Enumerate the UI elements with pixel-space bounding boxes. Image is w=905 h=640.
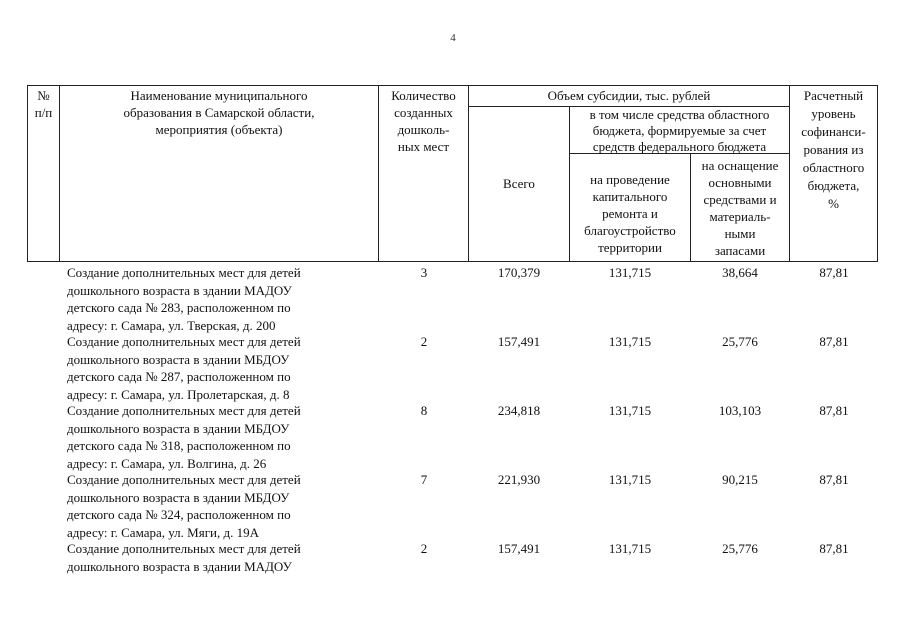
header-col-federal: в том числе средства областного бюджета, формируемые за счет средств федерального бюджета: [589, 107, 770, 154]
row-total: 234,818: [497, 403, 541, 418]
header-col-rate: Расчетный уровень софинанси- рования из областного бюджета, %: [801, 88, 866, 211]
row-qty: 3: [420, 265, 428, 280]
header-col-subsidy: Объем субсидии, тыс. рублей: [547, 88, 711, 103]
row-repair: 131,715: [608, 541, 652, 556]
row-equip: 25,776: [722, 541, 758, 556]
row-equip: 38,664: [722, 265, 758, 280]
row-equip: 25,776: [722, 334, 758, 349]
row-total: 157,491: [497, 541, 541, 556]
row-equip: 90,215: [722, 472, 758, 487]
row-object-name: Создание дополнительных мест для детей дошкольного возраста в здании МБДОУ детского сада № 287, расположенном по адресу: г. Самара, ул. Пролетарская, д. 8: [67, 334, 301, 402]
row-repair: 131,715: [608, 472, 652, 487]
row-rate: 87,81: [819, 541, 849, 556]
row-rate: 87,81: [819, 403, 849, 418]
table-row: [0, 402, 905, 472]
header-top-border: [27, 85, 878, 86]
header-col-qty: Количество созданных дошколь- ных мест: [391, 88, 456, 154]
page-number: 4: [450, 32, 456, 44]
header-col-repair: на проведение капитального ремонта и благоустройство территории: [584, 172, 676, 255]
row-total: 170,379: [497, 265, 541, 280]
row-repair: 131,715: [608, 403, 652, 418]
row-total: 157,491: [497, 334, 541, 349]
row-total: 221,930: [497, 472, 541, 487]
row-repair: 131,715: [608, 265, 652, 280]
row-object-name: Создание дополнительных мест для детей дошкольного возраста в здании МБДОУ детского сада № 324, расположенном по адресу: г. Самара, ул. Мяги, д. 19А: [67, 472, 301, 540]
table-row: [0, 540, 905, 580]
row-qty: 8: [420, 403, 428, 418]
row-object-name: Создание дополнительных мест для детей дошкольного возраста в здании МАДОУ: [67, 541, 301, 574]
row-rate: 87,81: [819, 265, 849, 280]
row-repair: 131,715: [608, 334, 652, 349]
row-object-name: Создание дополнительных мест для детей дошкольного возраста в здании МБДОУ детского сада № 318, расположенном по адресу: г. Самара, ул. Волгина, д. 26: [67, 403, 301, 471]
row-rate: 87,81: [819, 472, 849, 487]
table-row: [0, 264, 905, 334]
row-rate: 87,81: [819, 334, 849, 349]
row-qty: 2: [420, 334, 428, 349]
header-col-equip: на оснащение основными средствами и материаль- ными запасами: [701, 158, 779, 258]
col-divider-3: [468, 85, 469, 262]
row-object-name: Создание дополнительных мест для детей дошкольного возраста в здании МАДОУ детского сада № 283, расположенном по адресу: г. Самара, ул. Тверская, д. 200: [67, 265, 301, 333]
table-row: [0, 333, 905, 403]
row-equip: 103,103: [718, 403, 762, 418]
header-col-name: Наименование муниципального образования в Самарской области, мероприятия (объекта): [123, 88, 315, 137]
table-row: [0, 471, 905, 541]
row-qty: 2: [420, 541, 428, 556]
table-header: [27, 85, 878, 262]
header-col-no: № п/п: [34, 88, 53, 120]
header-col-total: Всего: [503, 176, 535, 191]
header-right-border: [877, 85, 878, 262]
row-qty: 7: [420, 472, 428, 487]
header-bottom-border: [27, 261, 878, 262]
